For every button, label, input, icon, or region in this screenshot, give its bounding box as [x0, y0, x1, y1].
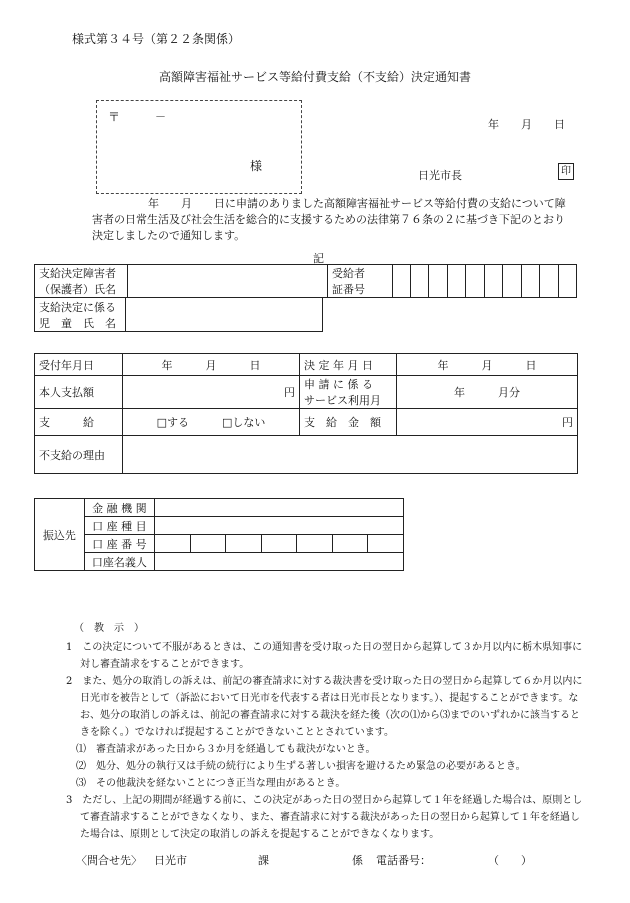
- issuer-name: 日光市長: [418, 169, 462, 182]
- service-month-value[interactable]: 年 月分: [397, 376, 578, 409]
- child-table: [34, 297, 323, 332]
- bank-name-label: 金 融 機 関: [84, 499, 154, 517]
- cert-label-2: 証番号: [332, 283, 366, 296]
- cert-digit[interactable]: [540, 265, 558, 298]
- account-digit[interactable]: [190, 535, 226, 553]
- contact-city: 日光市: [154, 854, 187, 867]
- payment-yes-checkbox[interactable]: □する: [156, 416, 189, 429]
- account-holder-value[interactable]: [154, 553, 403, 571]
- cert-digit[interactable]: [447, 265, 465, 298]
- form-number: 様式第３４号（第２２条関係）: [72, 32, 241, 46]
- notes-item-1: 1 この決定について不服があるときは、この通知書を受け取った日の翌日から起算して３か月以内に栃木県知事に対し審査請求をすることができます。: [66, 642, 583, 670]
- date-day: 日: [554, 118, 565, 131]
- notes-sub-item-2: ⑵ 処分、処分の執行又は手続の続行により生ずる著しい損害を避けるため緊急の必要があるとき。: [76, 761, 526, 772]
- contact-ka: 課: [258, 854, 269, 867]
- issue-date: [488, 116, 587, 132]
- ki-heading: 記: [313, 252, 324, 265]
- cert-label-1: 受給者: [332, 267, 366, 280]
- postal-dash: －: [155, 110, 166, 123]
- contact-label: 〈問合せ先〉: [76, 854, 142, 867]
- cert-digit[interactable]: [503, 265, 521, 298]
- decision-table: [34, 353, 578, 474]
- applicant-name-cell[interactable]: [128, 265, 328, 298]
- seal-mark: 印: [558, 163, 574, 180]
- recipient-table: [34, 264, 577, 298]
- service-month-label: [300, 376, 397, 409]
- payment-label: 支 給: [35, 409, 123, 436]
- applicant-label-1: 支給決定障害者: [39, 267, 116, 280]
- cert-digit[interactable]: [558, 265, 577, 298]
- honorific-sama: 様: [250, 159, 263, 173]
- reason-value[interactable]: [123, 436, 578, 474]
- notes-heading: （ 教 示 ）: [74, 623, 144, 634]
- cert-digit[interactable]: [411, 265, 429, 298]
- reason-label: 不支給の理由: [35, 436, 123, 474]
- payment-no-checkbox[interactable]: □しない: [222, 416, 266, 429]
- payment-choice[interactable]: [123, 409, 300, 436]
- account-digit[interactable]: [332, 535, 368, 553]
- account-digit[interactable]: [368, 535, 404, 553]
- decision-label: 決 定 年 月 日: [300, 354, 397, 376]
- bank-group-label: 振込先: [35, 499, 85, 571]
- account-number-label: 口 座 番 号: [84, 535, 154, 553]
- account-digit[interactable]: [297, 535, 333, 553]
- child-label: [35, 298, 126, 332]
- cert-label: [328, 265, 393, 298]
- amount-value[interactable]: 円: [397, 409, 578, 436]
- appeal-notice: [66, 620, 586, 843]
- account-digit[interactable]: [226, 535, 262, 553]
- cert-digit[interactable]: [484, 265, 502, 298]
- decision-date[interactable]: 年 月 日: [397, 354, 578, 376]
- bank-name-value[interactable]: [154, 499, 403, 517]
- notes-sub-item-1: ⑴ 審査請求があった日から３か月を経過しても裁決がないとき。: [76, 744, 376, 755]
- received-date[interactable]: 年 月 日: [123, 354, 300, 376]
- account-type-value[interactable]: [154, 517, 403, 535]
- cert-digit[interactable]: [466, 265, 484, 298]
- intro-paragraph: 年 月 日に申請のありました高額障害福祉サービス等給付費の支給について障害者の日常生活及び社会生活を総合的に支援するための法律第７６条の２に基づき下記のとおり決定しましたので通知します。: [92, 197, 566, 242]
- service-month-label-2: サービス利用月: [304, 394, 381, 407]
- contact-phone-label: 電話番号：: [376, 854, 431, 867]
- notes-sub-item-3: ⑶ その他裁決を経ないことにつき正当な理由があるとき。: [76, 778, 346, 789]
- cert-digit[interactable]: [429, 265, 447, 298]
- applicant-label: [35, 265, 128, 298]
- postal-mark: 〒: [108, 110, 121, 124]
- account-holder-label: 口座名義人: [84, 553, 154, 571]
- child-label-1: 支給決定に係る: [39, 300, 116, 314]
- child-name-cell[interactable]: [126, 298, 323, 332]
- child-label-2: 児 童 氏 名: [39, 316, 116, 330]
- account-digit[interactable]: [261, 535, 297, 553]
- account-type-label: 口 座 種 目: [84, 517, 154, 535]
- received-label: 受付年月日: [35, 354, 123, 376]
- notes-item-3: 3 ただし、上記の期間が経過する前に、この決定があった日の翌日から起算して１年を経過した場合は、原則として審査請求することができなくなり、また、審査請求に対する裁決があった日の翌日から起算して１年を経過した場合は、原則として決定の取消しの訴えを提起することができなくなります。: [66, 795, 583, 840]
- address-window: [96, 100, 302, 194]
- service-month-label-1: 申 請 に 係 る: [304, 378, 373, 391]
- date-year: 年: [488, 118, 499, 131]
- bank-table: [34, 498, 404, 571]
- applicant-label-2: （保護者）氏名: [39, 283, 116, 296]
- document-title: 高額障害福祉サービス等給付費支給（不支給）決定通知書: [158, 70, 471, 84]
- cert-digit[interactable]: [521, 265, 539, 298]
- account-digit[interactable]: [154, 535, 190, 553]
- notes-item-2: 2 また、処分の取消しの訴えは、前記の審査請求に対する裁決書を受け取った日の翌日から起算して６か月以内に日光市を被告として（訴訟において日光市を代表する者は日光市長となります。）、提起することができます。なお、処分の取消しの訴えは、前記の審査請求に対する裁決を経た後（次の⑴から⑶までのいずれかに該当するときを除く。）でなければ提起することができないこととされています。: [66, 676, 583, 738]
- contact-kakari: 係: [352, 854, 363, 867]
- contact-phone-paren: （ ）: [488, 854, 532, 867]
- self-pay-value[interactable]: 円: [123, 376, 300, 409]
- date-month: 月: [521, 118, 532, 131]
- amount-label: 支 給 金 額: [300, 409, 397, 436]
- cert-digit[interactable]: [392, 265, 410, 298]
- self-pay-label: 本人支払額: [35, 376, 123, 409]
